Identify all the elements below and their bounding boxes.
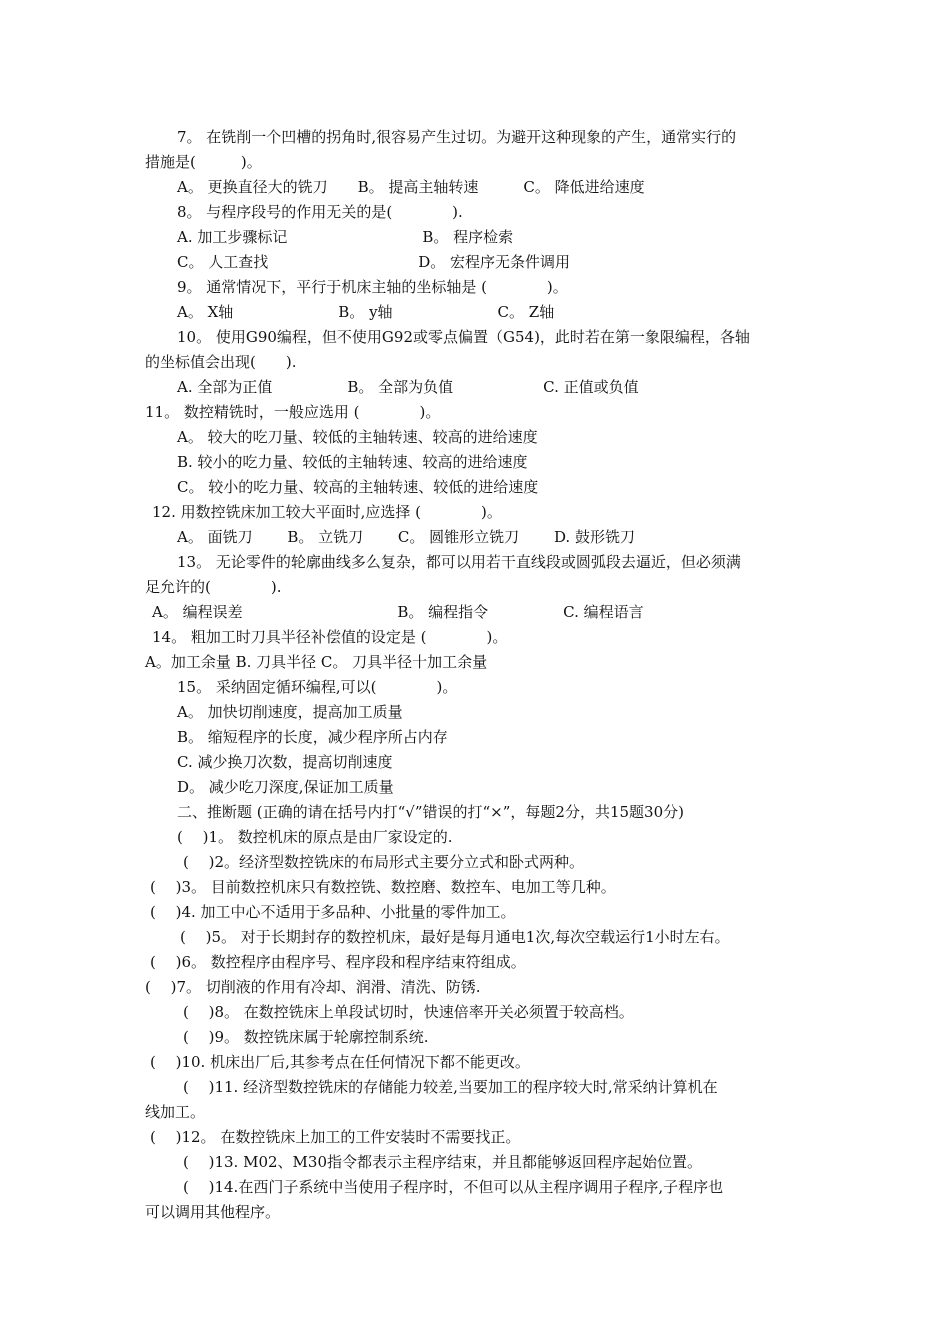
q7-line-1: 7。 在铣削一个凹槽的拐角时,很容易产生过切。为避开这种现象的产生，通常实行的	[177, 128, 737, 146]
q11-option-a: A。 较大的吃刀量、较低的主轴转速、较高的进给速度	[177, 428, 538, 446]
q12-options: A。 面铣刀 B。 立铣刀 C。 圆锥形立铣刀 D. 鼓形铣刀	[177, 528, 635, 546]
q7-line-2: 措施是( )。	[145, 153, 262, 171]
tf-2: ( )2。经济型数控铣床的布局形式主要分立式和卧式两种。	[183, 853, 585, 871]
tf-14-line-2: 可以调用其他程序。	[145, 1203, 281, 1221]
q10-line-2: 的坐标值会出现( ).	[145, 353, 297, 371]
q15-stem: 15。 采纳固定循环编程,可以( )。	[177, 678, 458, 696]
q8-options-cd: C。 人工查找 D。 宏程序无条件调用	[177, 253, 571, 271]
q13-options: A。 编程误差 B。 编程指令 C. 编程语言	[152, 603, 644, 621]
tf-11-line-1: ( )11. 经济型数控铣床的存储能力较差,当要加工的程序较大时,常采纳计算机在	[183, 1078, 718, 1096]
q15-option-c: C. 减少换刀次数，提高切削速度	[177, 753, 393, 771]
tf-3: ( )3。 目前数控机床只有数控铣、数控磨、数控车、电加工等几种。	[150, 878, 616, 896]
tf-8: ( )8。 在数控铣床上单段试切时，快速倍率开关必须置于较高档。	[183, 1003, 634, 1021]
tf-6: ( )6。 数控程序由程序号、程序段和程序结束符组成。	[150, 953, 526, 971]
q15-option-b: B。 缩短程序的长度，减少程序所占内存	[177, 728, 448, 746]
tf-5: ( )5。 对于长期封存的数控机床，最好是每月通电1次,每次空载运行1小时左右。	[180, 928, 730, 946]
tf-9: ( )9。 数控铣床属于轮廓控制系统.	[183, 1028, 429, 1046]
q13-line-2: 足允许的( ).	[145, 578, 282, 596]
tf-13: ( )13. M02、M30指令都表示主程序结束，并且都能够返回程序起始位置。	[183, 1153, 702, 1171]
q9-stem: 9。 通常情况下，平行于机床主轴的坐标轴是 ( )。	[177, 278, 568, 296]
q12-stem: 12. 用数控铣床加工较大平面时,应选择 ( )。	[152, 503, 502, 521]
tf-7: ( )7。 切削液的作用有冷却、润滑、清洗、防锈.	[145, 978, 481, 996]
q7-options: A。 更换直径大的铣刀 B。 提高主轴转速 C。 降低进给速度	[177, 178, 645, 196]
q14-options: A。加工余量 B. 刀具半径 C。 刀具半径十加工余量	[145, 653, 488, 671]
q10-options: A. 全部为正值 B。 全部为负值 C. 正值或负值	[177, 378, 639, 396]
q11-option-c: C。 较小的吃力量、较高的主轴转速、较低的进给速度	[177, 478, 539, 496]
tf-1: ( )1。 数控机床的原点是由厂家设定的.	[177, 828, 453, 846]
tf-4: ( )4. 加工中心不适用于多品种、小批量的零件加工。	[150, 903, 516, 921]
q9-options: A。 X轴 B。 y轴 C。 Z轴	[177, 303, 555, 321]
q14-stem: 14。 粗加工时刀具半径补偿值的设定是 ( )。	[152, 628, 508, 646]
q10-line-1: 10。 使用G90编程，但不使用G92或零点偏置（G54)，此时若在第一象限编程，各轴	[177, 328, 750, 346]
q8-stem: 8。 与程序段号的作用无关的是( ).	[177, 203, 463, 221]
q11-option-b: B. 较小的吃力量、较低的主轴转速、较高的进给速度	[177, 453, 528, 471]
tf-14-line-1: ( )14.在西门子系统中当使用子程序时，不但可以从主程序调用子程序,子程序也	[183, 1178, 724, 1196]
q8-options-ab: A. 加工步骤标记 B。 程序检索	[177, 228, 514, 246]
q15-option-d: D。 减少吃刀深度,保证加工质量	[177, 778, 394, 796]
tf-11-line-2: 线加工。	[145, 1103, 206, 1121]
tf-10: ( )10. 机床出厂后,其参考点在任何情况下都不能更改。	[150, 1053, 530, 1071]
q11-stem: 11。 数控精铣时，一般应选用 ( )。	[145, 403, 441, 421]
q15-option-a: A。 加快切削速度，提高加工质量	[177, 703, 403, 721]
tf-12: ( )12。 在数控铣床上加工的工件安装时不需要找正。	[150, 1128, 521, 1146]
section-2-heading: 二、推断题 (正确的请在括号内打“√”错误的打“×”，每题2分，共15题30分)	[177, 803, 684, 821]
q13-line-1: 13。 无论零件的轮廓曲线多么复杂，都可以用若干直线段或圆弧段去逼近，但必须满	[177, 553, 741, 571]
